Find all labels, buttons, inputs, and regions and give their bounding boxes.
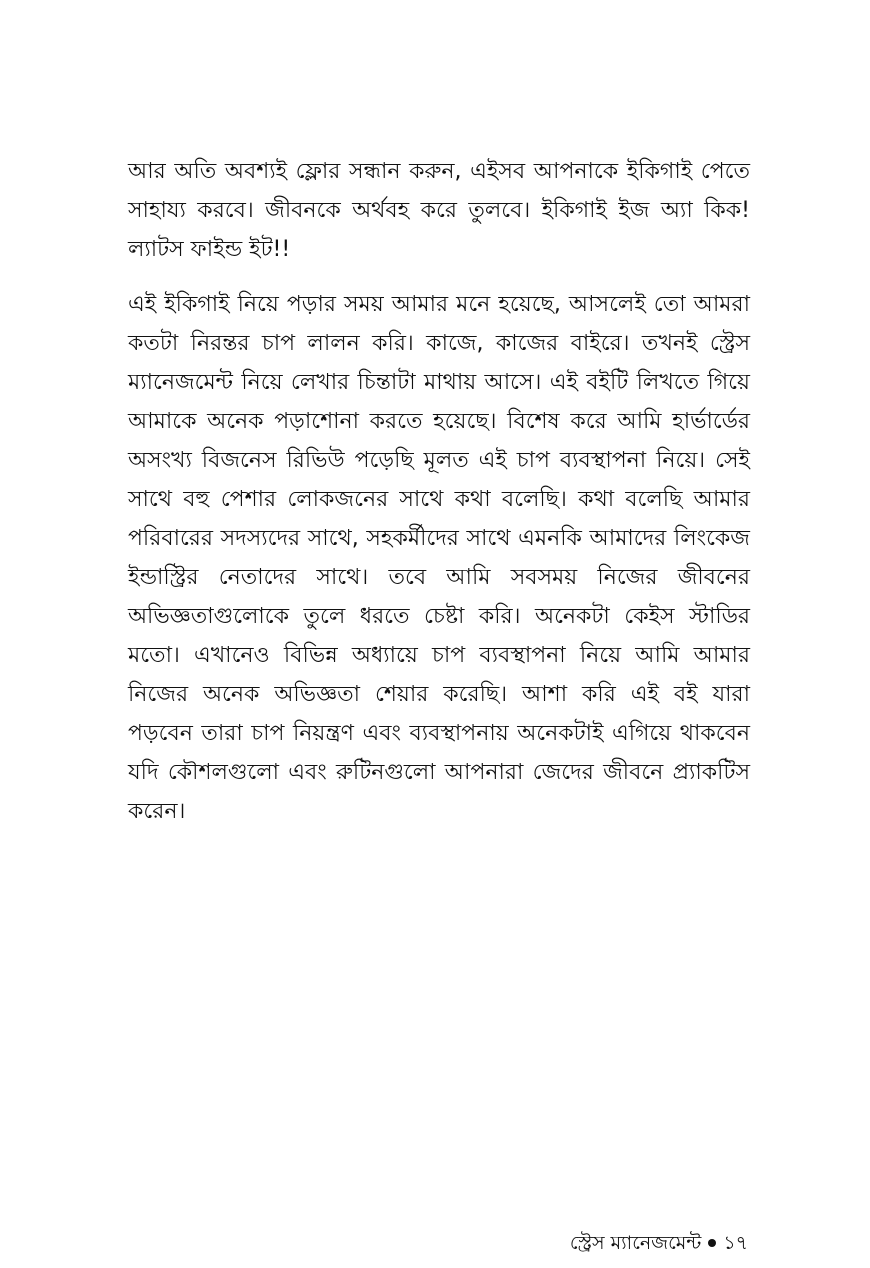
page-number: ১৭ — [723, 1232, 748, 1254]
bullet-separator-icon — [708, 1239, 716, 1247]
paragraph-2: এই ইকিগাই নিয়ে পড়ার সময় আমার মনে হয়েছে, আসলেই তো আমরা কতটা নিরন্তর চাপ লালন করি। কাজে, কাজের বাইরে। তখনই স্ট্রেস ম্যানেজমেন্ট নিয়ে লেখার চিন্তাটা মাথায় আসে। এই বইটি লিখতে গিয়ে আমাকে অনেক পড়াশোনা করতে হয়েছে। বিশেষ করে আমি হার্ভার্ডের অসংখ্য বিজনেস রিভিউ পড়েছি মূলত এই চাপ ব্যবস্থাপনা নিয়ে। সেই সাথে বহু পেশার লোকজনের সাথে কথা বলেছি। কথা বলেছি আমার পরিবারের সদস্যদের সাথে, সহকর্মীদের সাথে এমনকি আমাদের লিংকেজ ইন্ডাস্ট্রির নেতাদের সাথে। তবে আমি সবসময় নিজের জীবনের অভিজ্ঞতাগুলোকে তুলে ধরতে চেষ্টা করি। অনেকটা কেইস স্টাডির মতো। এখানেও বিভিন্ন অধ্যায়ে চাপ ব্যবস্থাপনা নিয়ে আমি আমার নিজের অনেক অভিজ্ঞতা শেয়ার করেছি। আশা করি এই বই যারা পড়বেন তারা চাপ নিয়ন্ত্রণ এবং ব্যবস্থাপনায় অনেকটাই এগিয়ে থাকবেন যদি কৌশলগুলো এবং রুটিনগুলো আপনারা জেদের জীবনে প্র্যাকটিস করেন। — [128, 292, 750, 824]
body-text — [128, 152, 750, 831]
paragraph-1: আর অতি অবশ্যই ফ্লোর সন্ধান করুন, এইসব আপনাকে ইকিগাই পেতে সাহায্য করবে। জীবনকে অর্থবহ করে তুলবে। ইকিগাই ইজ অ্যা কিক! ল্যাটস ফাইন্ড ইট!! — [128, 159, 750, 262]
running-title: স্ট্রেস ম্যানেজমেন্ট — [569, 1232, 702, 1254]
page-footer — [570, 1230, 748, 1256]
